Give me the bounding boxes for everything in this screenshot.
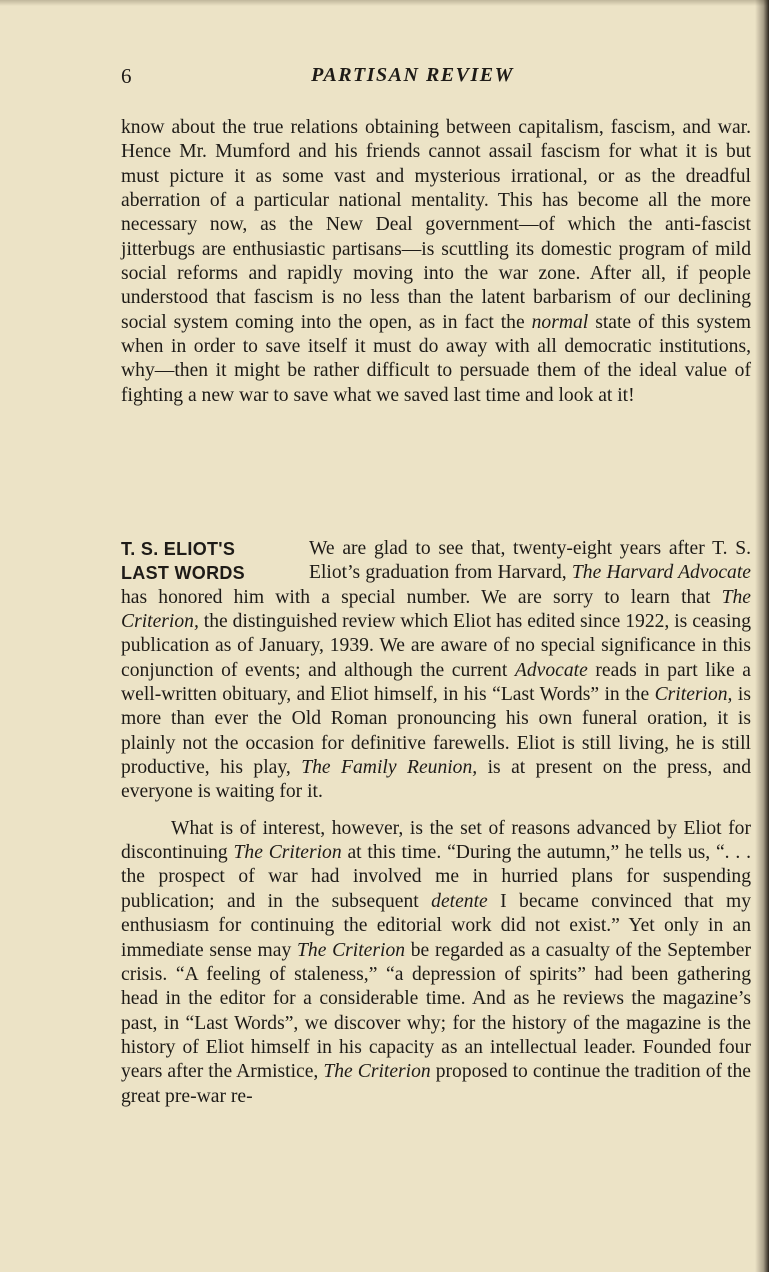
p3-italic-2: detente xyxy=(431,890,488,912)
running-title: PARTISAN REVIEW xyxy=(311,64,514,86)
section-heading-line-1: T. S. ELIOT'S xyxy=(121,539,236,559)
p3-text-4: be regarded as a casualty of the September crisis. “A feeling of staleness,” “a depression of spirits” had been gathering head in the editor for a considerable time. And as he reviews the magazine’s past, in “Last Words”, we discover why; for the history of the magazine is the history of Eliot himself in his capacity as an intellectual leader. Founded four years after the Armistice, xyxy=(121,939,751,1083)
p3-italic-3: The Criterion xyxy=(297,939,406,961)
paragraph-continued xyxy=(121,116,751,408)
p3-italic-4: The Criterion xyxy=(323,1061,431,1083)
p2-text-6: is at present on the press, and everyone is waiting for it. xyxy=(121,757,751,803)
p2-italic-4: Criterion, xyxy=(654,684,733,706)
p2-italic-1: The Harvard Advocate xyxy=(571,562,751,584)
p2-text-4: reads in part like a well-written obituary, and Eliot himself, in his “Last Words” in the xyxy=(121,659,751,706)
section-eliots-last-words xyxy=(121,537,751,1109)
page-number: 6 xyxy=(121,64,132,88)
paragraph-1-text-b: state of this system when in order to save itself it must do away with all democratic institutions, why—then it might be rather difficult to persuade them of the ideal value of fighting a new war to save what we saved last time and look at it! xyxy=(121,311,751,406)
p2-text-3: the distinguished review which Eliot has edited since 1922, is ceasing publication as of January, 1939. We are aware of no special significance in this conjunction of events; and although the current xyxy=(121,611,751,681)
paragraph-3 xyxy=(121,817,751,1109)
p2-italic-3: Advocate xyxy=(514,659,588,681)
p3-text-1: What is of interest, however, is the set of reasons advanced by Eliot for discontinuing xyxy=(121,817,751,864)
paragraph-1 xyxy=(121,116,751,408)
p2-italic-2: The Criterion, xyxy=(121,586,751,633)
page-top-shadow xyxy=(0,0,769,6)
section-heading-line-2: LAST WORDS xyxy=(121,563,245,584)
paragraph-1-italic: normal xyxy=(531,311,589,333)
p3-text-5: proposed to continue the tradition of the great pre-war re- xyxy=(121,1061,751,1107)
p2-text-2: has honored him with a special number. We are sorry to learn that xyxy=(121,586,722,608)
p2-italic-5: The Family Reunion, xyxy=(301,757,478,779)
section-heading xyxy=(121,537,309,586)
paragraph-1-text-a: know about the true relations obtaining between capitalism, fascism, and war. Hence Mr. Mumford and his friends cannot assail fascism for what it is but must picture it as some vast and mysterious irrational, or as the dreadful aberration of a particular national mentality. This has become all the more necessary now, as the New Deal government—of which the anti-fascist jitterbugs are enthusiastic partisans—is scuttling its domestic program of mild social reforms and rapidly moving into the war zone. After all, if people understood that fascism is no less than the latent barbarism of our declining social system coming into the open, as in fact the xyxy=(121,117,751,333)
p2-text-1: We are glad to see that, twenty-eight years after T. S. Eliot’s graduation from Harvard, xyxy=(309,538,751,584)
book-gutter-shadow xyxy=(755,0,769,1272)
p2-text-5: is more than ever the Old Roman pronouncing his own funeral oration, it is plainly not the occasion for definitive farewells. Eliot is still living, he is still productive, his play, xyxy=(121,684,751,779)
p3-text-2: at this time. “During the autumn,” he tells us, “. . . the prospect of war had involved me in hurried plans for suspending publication; and in the subsequent xyxy=(121,842,752,912)
p3-italic-1: The Criterion xyxy=(233,842,342,864)
p3-text-3: I became convinced that my enthusiasm for continuing the editorial work did not exist.” Yet only in an immediate sense may xyxy=(121,890,751,961)
